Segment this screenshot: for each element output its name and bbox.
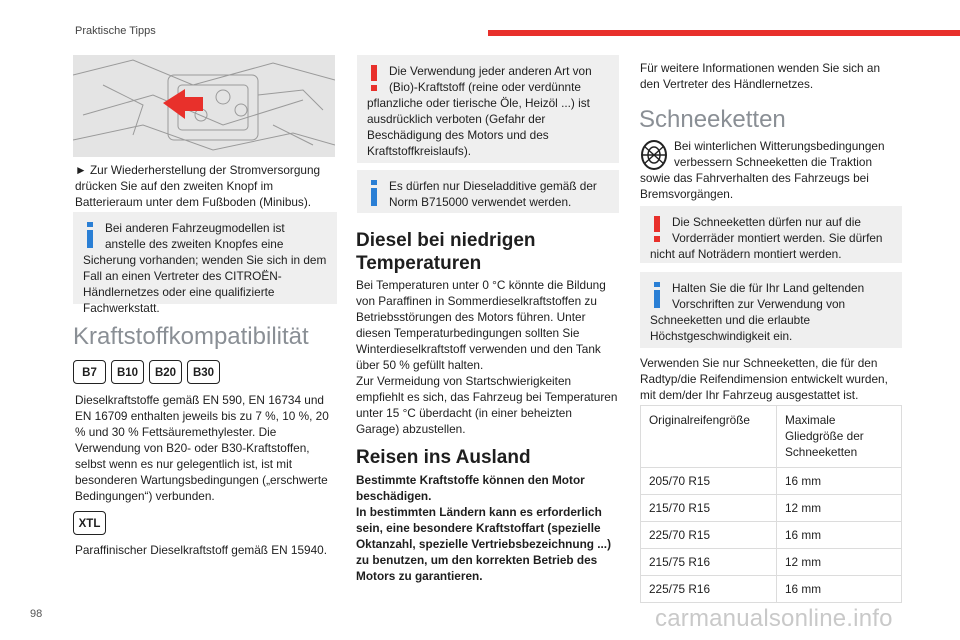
table-row bbox=[641, 522, 902, 549]
fuel-badge-b20: B20 bbox=[149, 360, 182, 384]
restore-power-text: ► Zur Wiederherstellung der Stromversorgung drücken Sie auf den zweiten Knopf im Batterieraum unter dem Fußboden (Minibus). bbox=[75, 163, 321, 209]
info-note-text: Bei anderen Fahrzeugmodellen ist anstelle des zweiten Knopfes eine Sicherung vorhanden; wenden Sie sich in dem Fall an einen Vertreter des CITROËN-Händlernetzes oder eine qualifizierte Fachwerkstatt. bbox=[83, 221, 327, 315]
table-row bbox=[641, 495, 902, 522]
travel-abroad-body bbox=[356, 472, 618, 584]
table-cell: 12 mm bbox=[777, 495, 902, 522]
battery-compartment-photo bbox=[73, 55, 335, 157]
table-cell: 16 mm bbox=[777, 522, 902, 549]
biodiesel-text: Dieselkraftstoffe gemäß EN 590, EN 16734 und EN 16709 enthalten jeweils bis zu 7 %, 10 %, 20 % und 30 % Fettsäuremethylester. Die Verwendung von B20- oder B30-Kraftstoffen, selbst wenn es nur gelegentlich ist, ist mit besonderen Wartungsbedingungen („erschwerte Bedingungen“) verbunden. bbox=[75, 393, 329, 503]
info-note-regulations bbox=[640, 272, 902, 348]
info-note-text: Halten Sie die für Ihr Land geltenden Vorschriften zur Verwendung von Schneeketten und die erlaubte Höchstgeschwindigkeit ein. bbox=[650, 281, 865, 343]
table-row bbox=[641, 576, 902, 603]
dealer-info-text: Für weitere Informationen wenden Sie sich an den Vertreter des Händlernetzes. bbox=[640, 61, 880, 91]
snow-chain-size-table bbox=[640, 405, 902, 603]
travel-abroad-text-2: In bestimmten Ländern kann es erforderlich sein, eine besondere Kraftstoffart (spezielle Oktanzahl, spezielle Vertriebsbezeichnung ...) zu benutzen, um den korrekten Betrieb des Motors zu garantieren. bbox=[356, 505, 612, 583]
info-icon bbox=[367, 180, 381, 206]
table-row bbox=[641, 468, 902, 495]
table-row bbox=[641, 549, 902, 576]
snow-chains-intro-text: Bei winterlichen Witterungsbedingungen verbessern Schneeketten die Traktion sowie das Fahrverhalten des Fahrzeugs bei Bremsvorgängen. bbox=[640, 139, 885, 201]
table-cell: 16 mm bbox=[777, 468, 902, 495]
table-cell: 215/70 R15 bbox=[641, 495, 777, 522]
table-cell: 225/70 R15 bbox=[641, 522, 777, 549]
info-icon bbox=[650, 282, 664, 308]
heading-fuel-compatibility: Kraftstoffkompatibilität bbox=[73, 323, 309, 350]
fuel-badge-b30: B30 bbox=[187, 360, 220, 384]
info-note-text: Es dürfen nur Dieseladditive gemäß der Norm B715000 verwendet werden. bbox=[389, 179, 597, 209]
table-cell: 225/75 R16 bbox=[641, 576, 777, 603]
heading-low-temperature: Diesel bei niedrigen Temperaturen bbox=[356, 230, 536, 274]
table-header-cell: Originalreifengröße bbox=[641, 406, 777, 468]
table-header-cell: Maximale Gliedgröße der Schneeketten bbox=[777, 406, 902, 468]
xtl-text: Paraffinischer Dieselkraftstoff gemäß EN 15940. bbox=[75, 543, 328, 557]
fuel-badge-row bbox=[73, 360, 225, 384]
warning-note-fuel bbox=[357, 55, 619, 163]
warning-icon bbox=[367, 65, 381, 91]
page-number: 98 bbox=[30, 608, 43, 620]
info-icon bbox=[83, 222, 97, 248]
warning-note-text: Die Verwendung jeder anderen Art von (Bio)-Kraftstoff (reine oder verdünnte pflanzliche oder tierische Öle, Heizöl ...) ist ausdrücklich verboten (Gefahr der Beschädigung des Motors und des Kraftstoffkreislaufs). bbox=[367, 64, 592, 158]
heading-snow-chains: Schneeketten bbox=[639, 106, 786, 133]
snow-chain-tire-icon bbox=[640, 140, 668, 170]
section-label: Praktische Tipps bbox=[75, 25, 156, 37]
chain-usage-text: Verwenden Sie nur Schneeketten, die für den Radtyp/die Reifendimension entwickelt wurden, mit dem/der Ihr Fahrzeug ausgestattet ist. bbox=[640, 356, 888, 402]
low-temperature-text: Bei Temperaturen unter 0 °C könnte die Bildung von Paraffinen in Sommerdieselkraftstoffen zu Betriebsstörungen des Motors führen. Unter diesen Temperaturbedingungen sollten Sie Winterdieselkraftstoff verwenden und den Tank über 50 % gefüllt halten. bbox=[356, 278, 606, 372]
battery-compartment-illustration bbox=[73, 55, 335, 157]
info-note-additives bbox=[357, 170, 619, 213]
warning-note-snow-chains bbox=[640, 206, 902, 263]
warning-icon bbox=[650, 216, 664, 242]
header-accent-bar bbox=[488, 30, 960, 36]
watermark: carmanualsonline.info bbox=[655, 605, 893, 632]
heading-travel-abroad: Reisen ins Ausland bbox=[356, 447, 531, 468]
low-temperature-body bbox=[356, 277, 618, 437]
info-note-fuse bbox=[73, 212, 337, 315]
warning-note-text: Die Schneeketten dürfen nur auf die Vorderräder montiert werden. Sie dürfen nicht auf Noträdern montiert werden. bbox=[650, 215, 883, 261]
snow-chains-intro bbox=[640, 138, 902, 202]
table-cell: 215/75 R16 bbox=[641, 549, 777, 576]
table-cell: 205/70 R15 bbox=[641, 468, 777, 495]
travel-abroad-text: Bestimmte Kraftstoffe können den Motor beschädigen. bbox=[356, 473, 585, 503]
fuel-badge-b7: B7 bbox=[73, 360, 106, 384]
table-header-row bbox=[641, 406, 902, 468]
fuel-badge-xtl: XTL bbox=[73, 511, 106, 535]
low-temperature-text-2: Zur Vermeidung von Startschwierigkeiten empfiehlt es sich, das Fahrzeug bei Temperaturen unter 15 °C überdacht (in einer beheizten Garage) abzustellen. bbox=[356, 374, 618, 436]
fuel-badge-b10: B10 bbox=[111, 360, 144, 384]
table-cell: 16 mm bbox=[777, 576, 902, 603]
table-cell: 12 mm bbox=[777, 549, 902, 576]
